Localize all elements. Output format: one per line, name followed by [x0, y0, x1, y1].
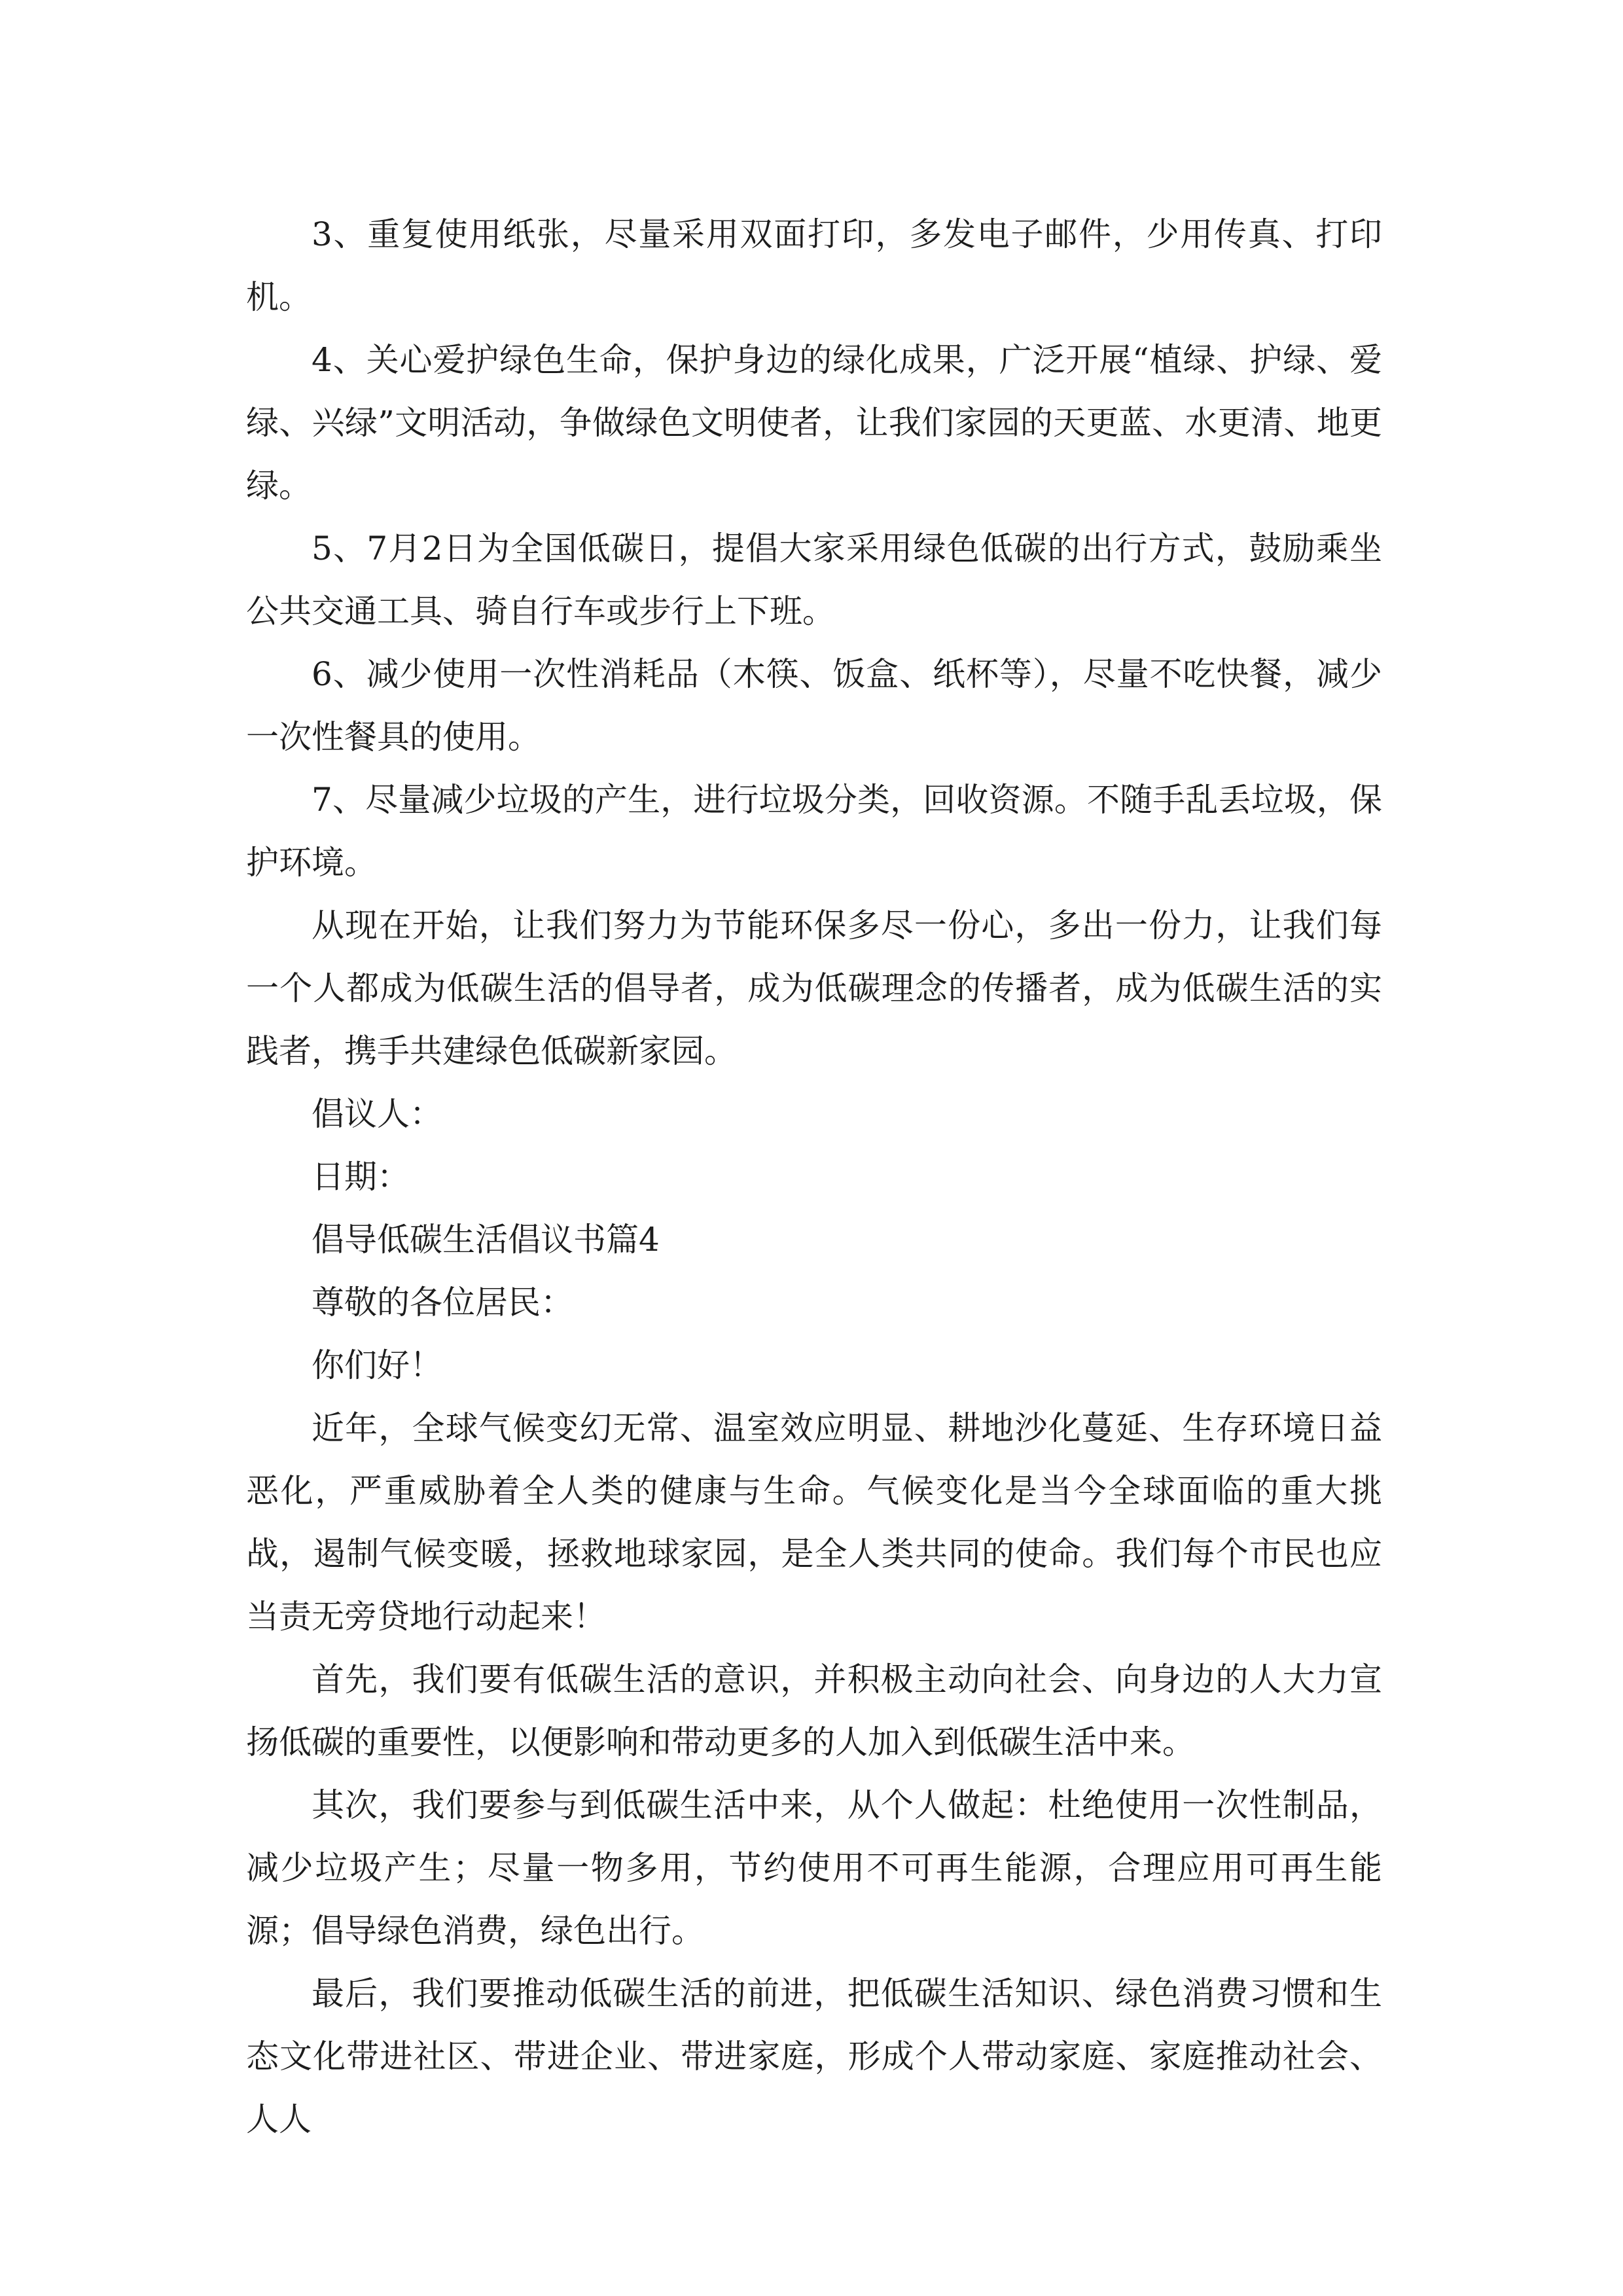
- salutation: 尊敬的各位居民：: [312, 1283, 573, 1321]
- paragraph-last: 最后，我们要推动低碳生活的前进，把低碳生活知识、绿色消费习惯和生态文化带进社区、带进企业、带进家庭，形成个人带动家庭、家庭推动社会、人人: [246, 1975, 1382, 2138]
- paragraph-item-4: 4、关心爱护绿色生命，保护身边的绿化成果，广泛开展“植绿、护绿、爱绿、兴绿”文明活动，争做绿色文明使者，让我们家园的天更蓝、水更清、地更绿。: [246, 341, 1382, 505]
- paragraph-item-7: 7、尽量减少垃圾的产生，进行垃圾分类，回收资源。不随手乱丢垃圾，保护环境。: [246, 781, 1382, 882]
- greeting: 你们好！: [312, 1346, 442, 1384]
- paragraph-item-5: 5、7月2日为全国低碳日，提倡大家采用绿色低碳的出行方式，鼓励乘坐公共交通工具、骑自行车或步行上下班。: [246, 529, 1382, 630]
- paragraph-second: 其次，我们要参与到低碳生活中来，从个人做起：杜绝使用一次性制品，减少垃圾产生；尽量一物多用，节约使用不可再生能源，合理应用可再生能源；倡导绿色消费，绿色出行。: [246, 1786, 1382, 1950]
- paragraph-item-3: 3、重复使用纸张，尽量采用双面打印，多发电子邮件，少用传真、打印机。: [246, 215, 1382, 316]
- section-title: 倡导低碳生活倡议书篇4: [312, 1221, 660, 1259]
- signature-proposer: 倡议人：: [312, 1095, 442, 1133]
- signature-date: 日期：: [312, 1158, 410, 1196]
- document-body: [246, 203, 1382, 2151]
- paragraph-intro: 近年，全球气候变幻无常、温室效应明显、耕地沙化蔓延、生存环境日益恶化，严重威胁着全人类的健康与生命。气候变化是当今全球面临的重大挑战，遏制气候变暖，拯救地球家园，是全人类共同的使命。我们每个市民也应当责无旁贷地行动起来！: [246, 1409, 1382, 1636]
- paragraph-closing-appeal: 从现在开始，让我们努力为节能环保多尽一份心，多出一份力，让我们每一个人都成为低碳生活的倡导者，成为低碳理念的传播者，成为低碳生活的实践者，携手共建绿色低碳新家园。: [246, 906, 1382, 1070]
- paragraph-first: 首先，我们要有低碳生活的意识，并积极主动向社会、向身边的人大力宣扬低碳的重要性，以便影响和带动更多的人加入到低碳生活中来。: [246, 1660, 1382, 1761]
- paragraph-item-6: 6、减少使用一次性消耗品（木筷、饭盒、纸杯等），尽量不吃快餐，减少一次性餐具的使用。: [246, 655, 1382, 756]
